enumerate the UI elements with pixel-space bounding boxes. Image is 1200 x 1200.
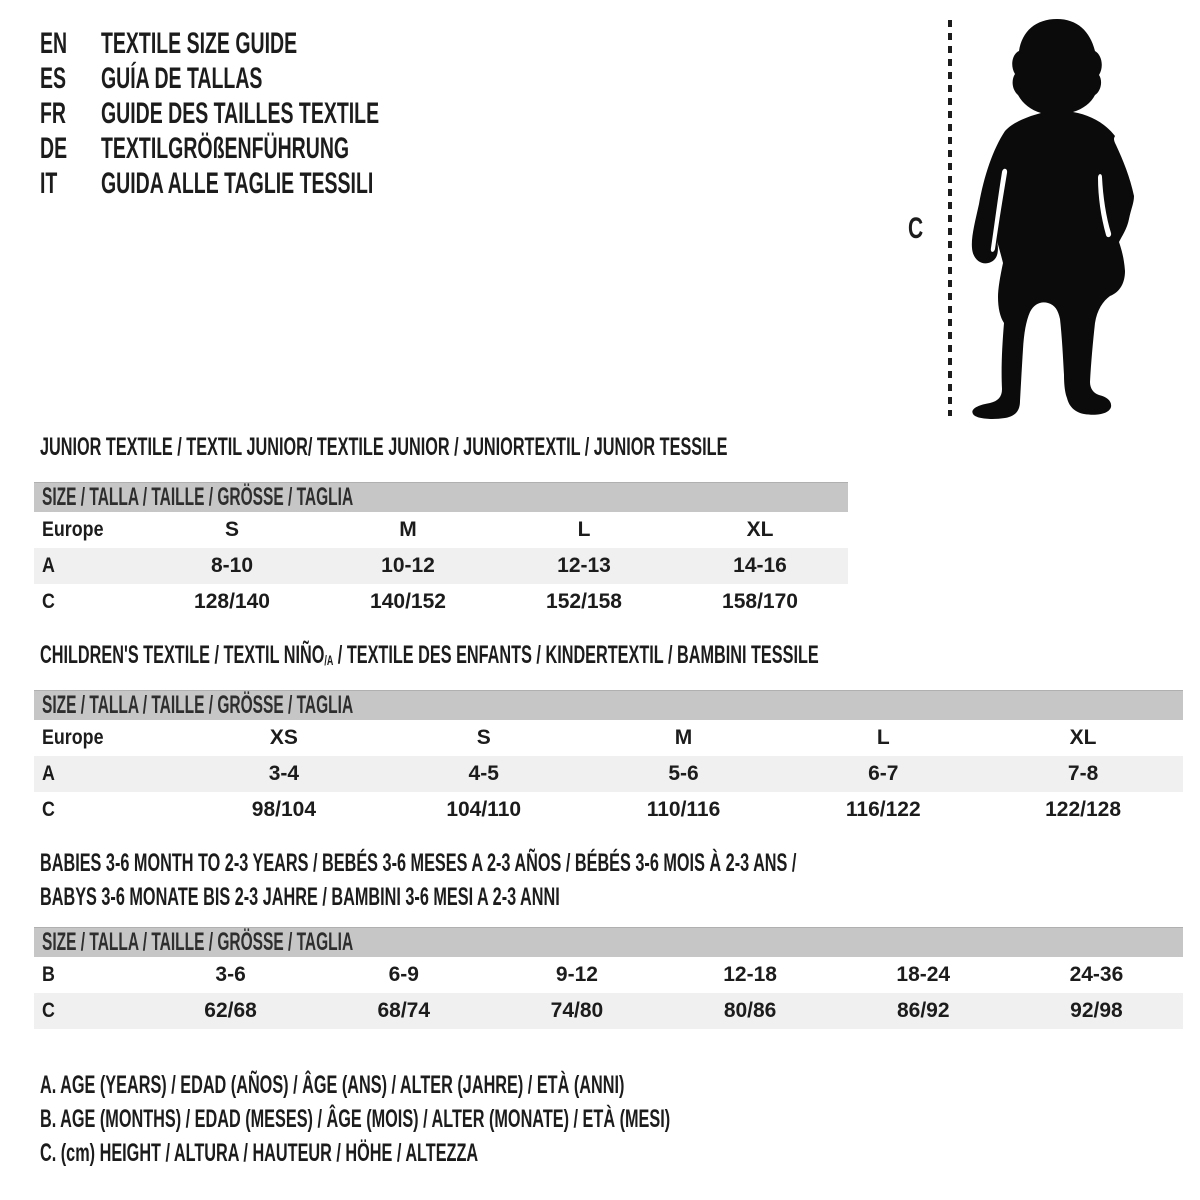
language-header	[40, 26, 529, 201]
table-row-height	[34, 993, 1183, 1029]
table-cell: 8-10	[210, 554, 254, 577]
table-cell: S	[224, 518, 239, 541]
table-cell: 9-12	[555, 963, 598, 986]
lang-row-en	[40, 26, 529, 61]
table-cell: XL	[746, 518, 774, 541]
table-row-europe	[34, 512, 848, 548]
lang-row-de	[40, 131, 529, 166]
table-cell: 62/68	[204, 999, 257, 1022]
table-cell: 14-16	[733, 554, 787, 577]
lang-label: TEXTILGRÖßENFÜHRUNG	[101, 131, 350, 165]
table-cell: 110/116	[646, 798, 721, 821]
children-size-table	[34, 690, 1183, 828]
table-cell: 12-13	[557, 554, 611, 577]
row-label: C	[42, 798, 55, 821]
row-label: A	[42, 762, 55, 785]
size-header-row	[34, 927, 1183, 957]
lang-row-it	[40, 166, 529, 201]
children-section-title: CHILDREN'S TEXTILE / TEXTIL NIÑO/A / TEXTILE DES ENFANTS / KINDERTEXTIL / BAMBINI TESSILE	[40, 641, 819, 669]
row-label: Europe	[42, 518, 104, 541]
legend-line-c: C. (cm) HEIGHT / ALTURA / HAUTEUR / HÖHE / ALTEZZA	[40, 1139, 479, 1167]
table-cell: L	[577, 518, 591, 541]
table-row-height	[34, 792, 1183, 828]
table-cell: 158/170	[722, 590, 798, 613]
table-cell: XS	[269, 726, 298, 749]
table-cell: 68/74	[377, 999, 431, 1022]
table-cell: 18-24	[896, 963, 951, 986]
lang-row-es	[40, 61, 529, 96]
table-row-age	[34, 756, 1183, 792]
table-cell: M	[399, 518, 417, 541]
table-cell: 116/122	[845, 798, 921, 821]
table-row-europe	[34, 720, 1183, 756]
row-label: C	[42, 590, 55, 613]
junior-section-title: JUNIOR TEXTILE / TEXTIL JUNIOR/ TEXTILE JUNIOR / JUNIORTEXTIL / JUNIOR TESSILE	[40, 433, 728, 461]
babies-section-title-line1: BABIES 3-6 MONTH TO 2-3 YEARS / BEBÉS 3-6 MESES A 2-3 AÑOS / BÉBÉS 3-6 MOIS À 2-3 ANS /	[40, 849, 797, 877]
table-cell: XL	[1069, 726, 1097, 749]
title-subscript: /A	[324, 652, 334, 668]
baby-silhouette-svg	[950, 5, 1170, 420]
table-cell: 24-36	[1069, 963, 1124, 986]
table-cell: 152/158	[546, 590, 622, 613]
table-cell: 6-7	[868, 762, 899, 785]
table-cell: S	[476, 726, 491, 749]
table-cell: M	[674, 726, 693, 749]
lang-label: GUIDA ALLE TAGLIE TESSILI	[101, 166, 374, 200]
babies-section-title-line2: BABYS 3-6 MONATE BIS 2-3 JAHRE / BAMBINI 3-6 MESI A 2-3 ANNI	[40, 883, 560, 911]
table-cell: 80/86	[723, 999, 777, 1022]
size-header-label: SIZE / TALLA / TAILLE / GRÖSSE / TAGLIA	[42, 928, 354, 956]
table-cell: L	[876, 726, 890, 749]
size-header-label: SIZE / TALLA / TAILLE / GRÖSSE / TAGLIA	[42, 691, 354, 719]
row-label: B	[42, 963, 55, 986]
table-cell: 3-6	[215, 963, 246, 986]
table-cell: 140/152	[370, 590, 446, 613]
table-cell: 5-6	[668, 762, 699, 785]
legend-line-a: A. AGE (YEARS) / EDAD (AÑOS) / ÂGE (ANS) / ALTER (JAHRE) / ETÀ (ANNI)	[40, 1071, 625, 1099]
row-label: A	[42, 554, 55, 577]
lang-row-fr	[40, 96, 529, 131]
row-label: C	[42, 999, 55, 1022]
table-cell: 86/92	[896, 999, 950, 1022]
table-row-height	[34, 584, 848, 620]
table-cell: 122/128	[1045, 798, 1122, 821]
table-cell: 7-8	[1067, 762, 1099, 785]
row-label: Europe	[42, 726, 104, 749]
table-row-age	[34, 548, 848, 584]
table-row-months	[34, 957, 1183, 993]
table-cell: 12-18	[723, 963, 777, 986]
table-cell: 128/140	[194, 590, 270, 613]
table-cell: 92/98	[1070, 999, 1123, 1022]
size-header-row	[34, 482, 848, 512]
junior-size-table	[34, 482, 848, 620]
table-cell: 10-12	[381, 554, 435, 577]
table-cell: 104/110	[446, 798, 522, 821]
height-measure-label: C	[908, 212, 924, 245]
table-cell: 98/104	[251, 798, 317, 821]
lang-code: IT	[40, 166, 58, 200]
size-header-row	[34, 690, 1183, 720]
lang-label: GUIDE DES TAILLES TEXTILE	[101, 96, 380, 130]
lang-code: FR	[40, 96, 66, 130]
lang-code: EN	[40, 26, 68, 60]
lang-code: DE	[40, 131, 68, 165]
table-cell: 3-4	[268, 762, 300, 785]
legend-line-b: B. AGE (MONTHS) / EDAD (MESES) / ÂGE (MOIS) / ALTER (MONATE) / ETÀ (MESI)	[40, 1105, 671, 1133]
table-cell: 6-9	[388, 963, 419, 986]
lang-label: TEXTILE SIZE GUIDE	[101, 26, 298, 60]
babies-size-table	[34, 927, 1183, 1029]
size-header-label: SIZE / TALLA / TAILLE / GRÖSSE / TAGLIA	[42, 483, 354, 511]
lang-code: ES	[40, 61, 67, 95]
table-cell: 74/80	[550, 999, 604, 1022]
lang-label: GUÍA DE TALLAS	[101, 61, 263, 95]
baby-silhouette	[950, 5, 1170, 420]
table-cell: 4-5	[468, 762, 499, 785]
